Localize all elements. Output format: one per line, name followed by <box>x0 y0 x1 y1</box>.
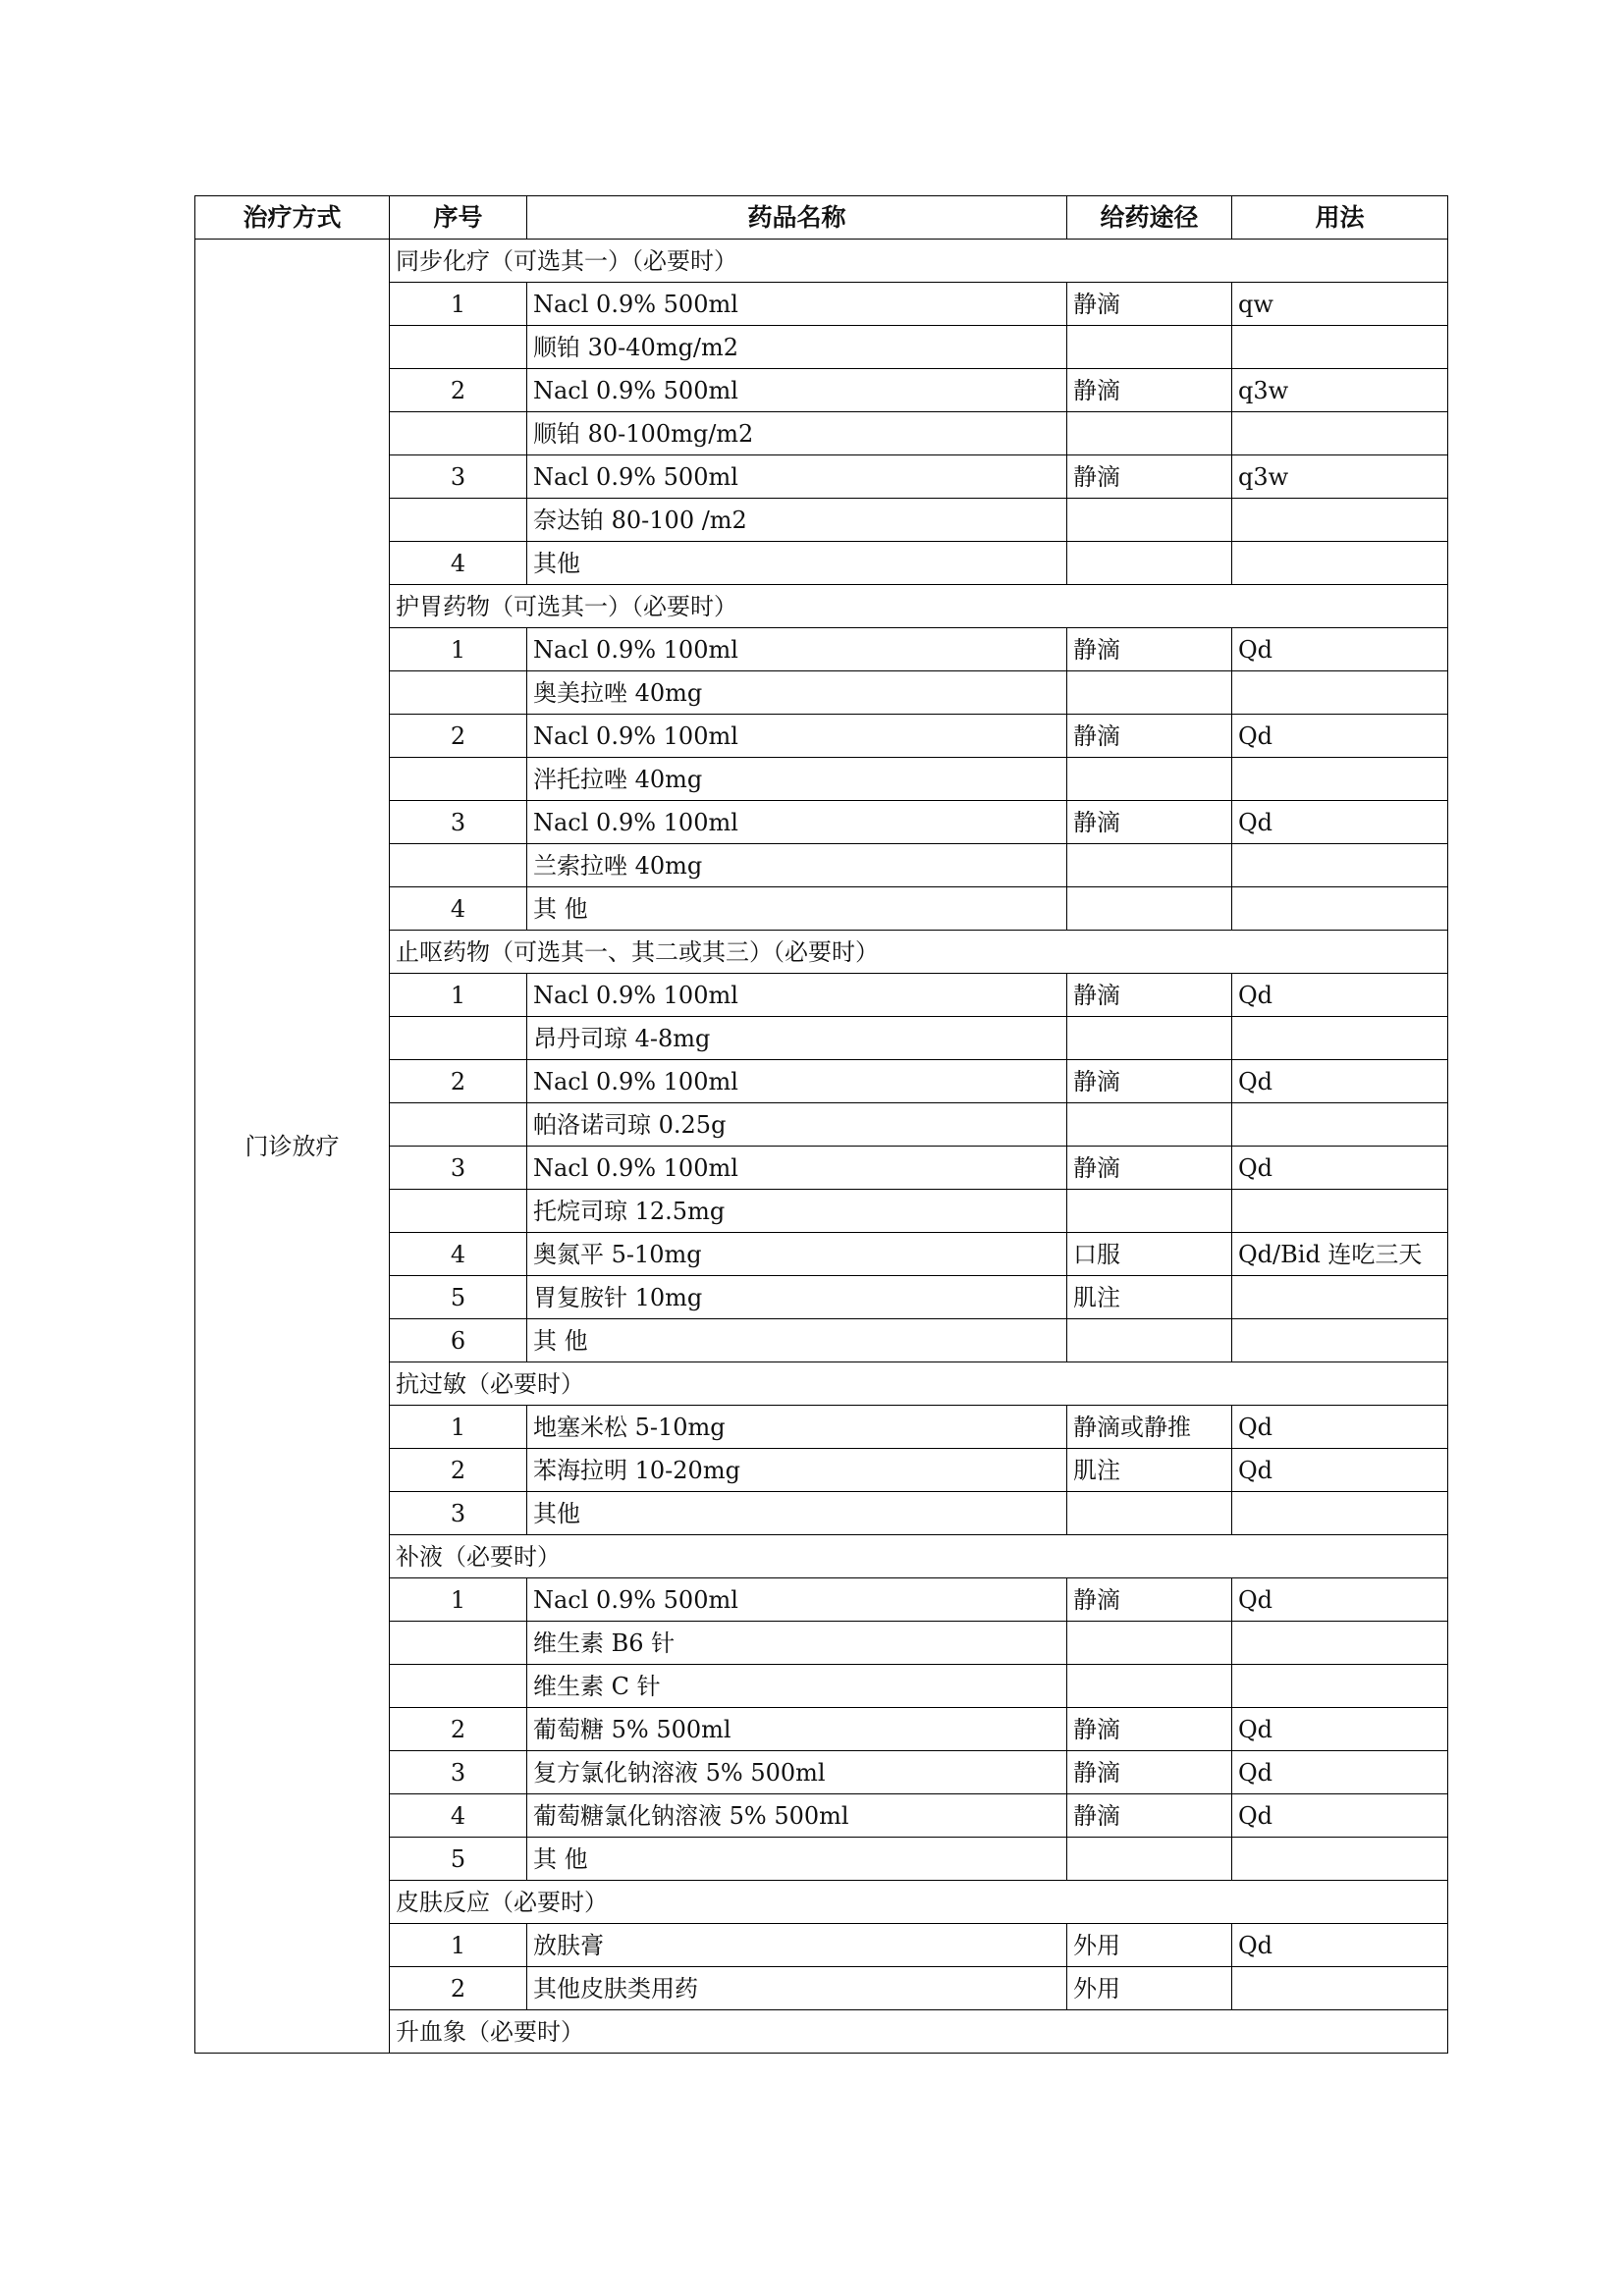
drug-name-cell: 其他皮肤类用药 <box>527 1967 1067 2010</box>
route-cell <box>1067 1017 1232 1060</box>
seq-cell: 4 <box>390 1794 527 1838</box>
drug-name-cell: 其他 <box>527 542 1067 585</box>
route-cell: 静滴 <box>1067 628 1232 671</box>
seq-cell: 1 <box>390 628 527 671</box>
usage-cell <box>1232 1276 1448 1319</box>
usage-cell <box>1232 412 1448 455</box>
seq-cell: 1 <box>390 1578 527 1622</box>
seq-cell <box>390 1017 527 1060</box>
seq-cell <box>390 671 527 715</box>
header-drug: 药品名称 <box>527 196 1067 240</box>
route-cell <box>1067 1103 1232 1147</box>
seq-cell <box>390 1190 527 1233</box>
seq-cell: 3 <box>390 1492 527 1535</box>
section-title: 补液（必要时） <box>390 1535 1448 1578</box>
route-cell: 静滴 <box>1067 1794 1232 1838</box>
drug-name-cell: 维生素 C 针 <box>527 1665 1067 1708</box>
seq-cell: 5 <box>390 1276 527 1319</box>
route-cell <box>1067 1622 1232 1665</box>
seq-cell <box>390 1622 527 1665</box>
route-cell <box>1067 671 1232 715</box>
route-cell: 肌注 <box>1067 1449 1232 1492</box>
section-title: 同步化疗（可选其一）（必要时） <box>390 240 1448 283</box>
seq-cell: 3 <box>390 1147 527 1190</box>
route-cell: 静滴 <box>1067 974 1232 1017</box>
drug-name-cell: 奥氮平 5-10mg <box>527 1233 1067 1276</box>
usage-cell: Qd <box>1232 1060 1448 1103</box>
seq-cell <box>390 758 527 801</box>
drug-name-cell: 复方氯化钠溶液 5% 500ml <box>527 1751 1067 1794</box>
route-cell <box>1067 412 1232 455</box>
drug-name-cell: Nacl 0.9% 100ml <box>527 628 1067 671</box>
drug-name-cell: 奈达铂 80-100 /m2 <box>527 499 1067 542</box>
usage-cell <box>1232 758 1448 801</box>
seq-cell: 4 <box>390 887 527 931</box>
seq-cell: 2 <box>390 1060 527 1103</box>
usage-cell <box>1232 1665 1448 1708</box>
drug-name-cell: Nacl 0.9% 500ml <box>527 283 1067 326</box>
section-title: 皮肤反应（必要时） <box>390 1881 1448 1924</box>
seq-cell <box>390 1665 527 1708</box>
usage-cell: Qd <box>1232 1578 1448 1622</box>
route-cell: 静滴 <box>1067 1708 1232 1751</box>
seq-cell: 1 <box>390 283 527 326</box>
usage-cell: q3w <box>1232 369 1448 412</box>
drug-name-cell: 帕洛诺司琼 0.25g <box>527 1103 1067 1147</box>
drug-name-cell: 胃复胺针 10mg <box>527 1276 1067 1319</box>
drug-name-cell: 昂丹司琼 4-8mg <box>527 1017 1067 1060</box>
usage-cell <box>1232 499 1448 542</box>
usage-cell: Qd <box>1232 1449 1448 1492</box>
usage-cell: Qd <box>1232 628 1448 671</box>
usage-cell: Qd <box>1232 1794 1448 1838</box>
usage-cell: Qd/Bid 连吃三天 <box>1232 1233 1448 1276</box>
usage-cell: Qd <box>1232 1924 1448 1967</box>
seq-cell: 2 <box>390 369 527 412</box>
route-cell <box>1067 1838 1232 1881</box>
usage-cell: Qd <box>1232 1406 1448 1449</box>
seq-cell: 3 <box>390 455 527 499</box>
route-cell: 静滴 <box>1067 1060 1232 1103</box>
seq-cell <box>390 844 527 887</box>
seq-cell: 2 <box>390 715 527 758</box>
drug-name-cell: 放肤膏 <box>527 1924 1067 1967</box>
seq-cell: 3 <box>390 1751 527 1794</box>
seq-cell <box>390 1103 527 1147</box>
drug-name-cell: Nacl 0.9% 100ml <box>527 1147 1067 1190</box>
section-row <box>195 240 1448 283</box>
drug-name-cell: Nacl 0.9% 500ml <box>527 369 1067 412</box>
route-cell <box>1067 1319 1232 1362</box>
seq-cell: 6 <box>390 1319 527 1362</box>
drug-name-cell: 其他 <box>527 1492 1067 1535</box>
route-cell: 静滴 <box>1067 369 1232 412</box>
drug-name-cell: Nacl 0.9% 100ml <box>527 801 1067 844</box>
route-cell <box>1067 1492 1232 1535</box>
drug-name-cell: 托烷司琼 12.5mg <box>527 1190 1067 1233</box>
usage-cell <box>1232 844 1448 887</box>
usage-cell <box>1232 671 1448 715</box>
route-cell: 静滴 <box>1067 1751 1232 1794</box>
regimen-table <box>194 195 1448 2054</box>
drug-name-cell: 地塞米松 5-10mg <box>527 1406 1067 1449</box>
section-title: 止呕药物（可选其一、其二或其三）（必要时） <box>390 931 1448 974</box>
drug-name-cell: Nacl 0.9% 100ml <box>527 1060 1067 1103</box>
seq-cell <box>390 412 527 455</box>
usage-cell: Qd <box>1232 1147 1448 1190</box>
route-cell: 外用 <box>1067 1967 1232 2010</box>
usage-cell <box>1232 1103 1448 1147</box>
seq-cell: 1 <box>390 1406 527 1449</box>
header-route: 给药途径 <box>1067 196 1232 240</box>
route-cell: 肌注 <box>1067 1276 1232 1319</box>
treatment-mode-cell: 门诊放疗 <box>195 240 390 2054</box>
drug-name-cell: 其 他 <box>527 887 1067 931</box>
seq-cell: 3 <box>390 801 527 844</box>
seq-cell: 2 <box>390 1708 527 1751</box>
route-cell: 静滴 <box>1067 1147 1232 1190</box>
section-title: 护胃药物（可选其一）（必要时） <box>390 585 1448 628</box>
usage-cell: q3w <box>1232 455 1448 499</box>
seq-cell: 4 <box>390 542 527 585</box>
header-mode: 治疗方式 <box>195 196 390 240</box>
usage-cell: Qd <box>1232 715 1448 758</box>
usage-cell <box>1232 887 1448 931</box>
drug-name-cell: Nacl 0.9% 500ml <box>527 455 1067 499</box>
route-cell <box>1067 326 1232 369</box>
drug-name-cell: 其 他 <box>527 1838 1067 1881</box>
drug-name-cell: 泮托拉唑 40mg <box>527 758 1067 801</box>
usage-cell <box>1232 1190 1448 1233</box>
route-cell: 外用 <box>1067 1924 1232 1967</box>
usage-cell <box>1232 1319 1448 1362</box>
drug-name-cell: 奥美拉唑 40mg <box>527 671 1067 715</box>
drug-name-cell: 兰索拉唑 40mg <box>527 844 1067 887</box>
usage-cell: qw <box>1232 283 1448 326</box>
drug-name-cell: 顺铂 80-100mg/m2 <box>527 412 1067 455</box>
seq-cell: 5 <box>390 1838 527 1881</box>
usage-cell <box>1232 542 1448 585</box>
route-cell: 静滴 <box>1067 715 1232 758</box>
route-cell <box>1067 542 1232 585</box>
header-row <box>195 196 1448 240</box>
route-cell: 静滴 <box>1067 283 1232 326</box>
route-cell <box>1067 1190 1232 1233</box>
seq-cell: 2 <box>390 1967 527 2010</box>
header-usage: 用法 <box>1232 196 1448 240</box>
usage-cell <box>1232 1838 1448 1881</box>
route-cell <box>1067 1665 1232 1708</box>
header-seq: 序号 <box>390 196 527 240</box>
usage-cell <box>1232 1622 1448 1665</box>
route-cell <box>1067 887 1232 931</box>
seq-cell: 1 <box>390 974 527 1017</box>
drug-name-cell: 其 他 <box>527 1319 1067 1362</box>
usage-cell <box>1232 1967 1448 2010</box>
drug-name-cell: Nacl 0.9% 500ml <box>527 1578 1067 1622</box>
drug-name-cell: 维生素 B6 针 <box>527 1622 1067 1665</box>
section-title: 升血象（必要时） <box>390 2010 1448 2054</box>
route-cell: 口服 <box>1067 1233 1232 1276</box>
seq-cell <box>390 326 527 369</box>
drug-name-cell: Nacl 0.9% 100ml <box>527 974 1067 1017</box>
seq-cell: 4 <box>390 1233 527 1276</box>
route-cell: 静滴 <box>1067 1578 1232 1622</box>
route-cell <box>1067 758 1232 801</box>
drug-name-cell: 苯海拉明 10-20mg <box>527 1449 1067 1492</box>
usage-cell <box>1232 1492 1448 1535</box>
drug-name-cell: 顺铂 30-40mg/m2 <box>527 326 1067 369</box>
drug-name-cell: 葡萄糖 5% 500ml <box>527 1708 1067 1751</box>
usage-cell: Qd <box>1232 1708 1448 1751</box>
usage-cell: Qd <box>1232 1751 1448 1794</box>
seq-cell: 2 <box>390 1449 527 1492</box>
route-cell <box>1067 844 1232 887</box>
seq-cell <box>390 499 527 542</box>
usage-cell <box>1232 326 1448 369</box>
section-title: 抗过敏（必要时） <box>390 1362 1448 1406</box>
seq-cell: 1 <box>390 1924 527 1967</box>
route-cell: 静滴 <box>1067 801 1232 844</box>
route-cell: 静滴或静推 <box>1067 1406 1232 1449</box>
usage-cell: Qd <box>1232 974 1448 1017</box>
drug-name-cell: 葡萄糖氯化钠溶液 5% 500ml <box>527 1794 1067 1838</box>
drug-name-cell: Nacl 0.9% 100ml <box>527 715 1067 758</box>
table-body <box>195 240 1448 2054</box>
usage-cell <box>1232 1017 1448 1060</box>
route-cell <box>1067 499 1232 542</box>
usage-cell: Qd <box>1232 801 1448 844</box>
route-cell: 静滴 <box>1067 455 1232 499</box>
